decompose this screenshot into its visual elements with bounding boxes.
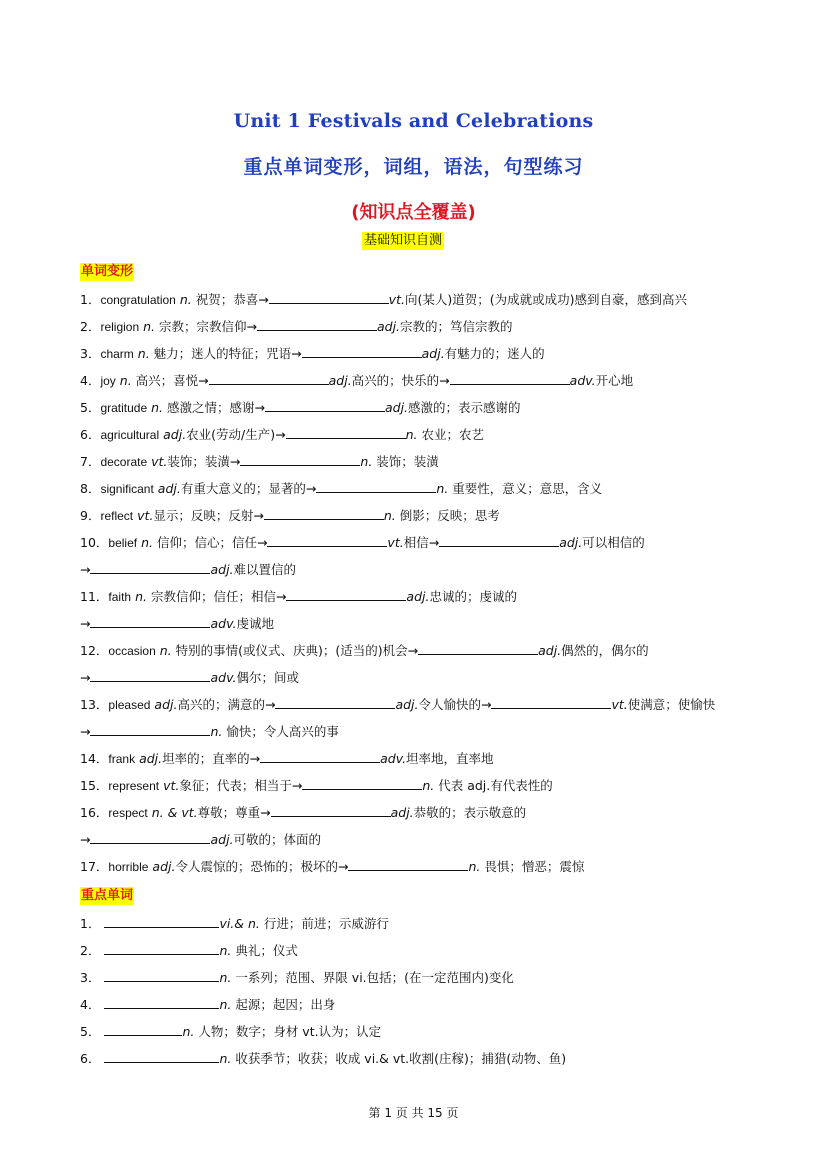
item-number: 15． [80, 778, 109, 793]
key-word-item [80, 942, 298, 960]
headword: faith [108, 590, 132, 604]
part-of-speech: adj. [421, 346, 445, 361]
definition: 可敬的；体面的 [233, 832, 322, 847]
part-of-speech: adj. [150, 697, 178, 712]
headword: respect [108, 806, 148, 820]
word-form-item [80, 777, 553, 795]
key-word-item [80, 1050, 566, 1068]
part-of-speech: adj. [384, 400, 409, 415]
part-of-speech: vt. [147, 454, 168, 469]
definition: 令人愉快的→ [418, 697, 492, 712]
answer-blank[interactable] [104, 996, 219, 1009]
definition: 虔诚地 [236, 616, 274, 631]
word-form-item [80, 507, 500, 525]
headword: charm [100, 347, 134, 361]
part-of-speech: n. [468, 859, 481, 874]
definition: 坦率的；直率的→ [162, 751, 261, 766]
part-of-speech: n. [115, 373, 132, 388]
headword: gratitude [100, 401, 148, 415]
part-of-speech: adj. [559, 535, 583, 550]
definition: 装饰；装潢→ [167, 454, 241, 469]
definition: 有魅力的；迷人的 [444, 346, 545, 361]
item-number: 1． [80, 916, 105, 931]
answer-blank[interactable] [450, 372, 570, 385]
part-of-speech: n. [360, 454, 373, 469]
part-of-speech: adj. [406, 589, 430, 604]
part-of-speech: adj. [135, 751, 163, 766]
answer-blank[interactable] [491, 696, 611, 709]
definition: 象征；代表；相当于→ [179, 778, 303, 793]
word-form-item [80, 345, 545, 363]
part-of-speech: n. [175, 292, 192, 307]
definition: 相信→ [403, 535, 440, 550]
answer-blank[interactable] [418, 642, 538, 655]
item-number: 3． [80, 346, 101, 361]
item-number: 1． [80, 292, 101, 307]
part-of-speech: n. [155, 643, 172, 658]
key-word-item [80, 969, 514, 987]
answer-blank[interactable] [302, 777, 422, 790]
headword: frank [108, 752, 136, 766]
part-of-speech: adv. [380, 751, 407, 766]
part-of-speech: adj. [395, 697, 419, 712]
answer-blank[interactable] [260, 750, 380, 763]
headword: horrible [108, 860, 149, 874]
definition: 高兴的；满意的→ [177, 697, 276, 712]
headword: occasion [108, 644, 156, 658]
definition: 重要性，意义；意思，含义 [448, 481, 603, 496]
word-form-item [80, 831, 321, 849]
definition: 可以相信的 [582, 535, 645, 550]
answer-blank[interactable] [104, 969, 219, 982]
part-of-speech: adj. [148, 859, 176, 874]
definition: 特别的事情(或仪式、庆典)；(适当的)机会→ [171, 643, 419, 658]
item-number: 11． [80, 589, 109, 604]
part-of-speech: vt. [133, 508, 154, 523]
definition: 一系列；范围、界限 vi.包括；(在一定范围内)变化 [231, 970, 514, 985]
definition: 高兴；喜悦→ [131, 373, 209, 388]
word-form-item [80, 696, 715, 714]
word-form-item [80, 426, 484, 444]
headword: religion [100, 320, 140, 334]
definition: 使满意；使愉快 [627, 697, 716, 712]
answer-blank[interactable] [271, 804, 391, 817]
definition: 农业(劳动/生产)→ [186, 427, 286, 442]
item-number: 2． [80, 943, 105, 958]
definition: 祝贺；恭喜→ [191, 292, 269, 307]
definition: 忠诚的；虔诚的 [429, 589, 517, 604]
section-badge: 基础知识自测 [364, 233, 443, 248]
section-heading-word-forms: 单词变形 [81, 264, 134, 279]
item-number: 6． [80, 1051, 105, 1066]
definition: 令人震惊的；恐怖的；极坏的→ [175, 859, 349, 874]
part-of-speech: vi.& n. [219, 916, 260, 931]
part-of-speech: n. [405, 427, 418, 442]
definition: 尊敬；尊重→ [197, 805, 271, 820]
part-of-speech: vt. [387, 535, 404, 550]
item-number: 2． [80, 319, 101, 334]
headword: belief [108, 536, 138, 550]
definition: 感激之情；感谢→ [163, 400, 265, 415]
item-number: 17． [80, 859, 109, 874]
definition: 有重大意义的；显著的→ [180, 481, 317, 496]
answer-blank[interactable] [275, 696, 395, 709]
part-of-speech: n. [436, 481, 449, 496]
word-form-item [80, 318, 513, 336]
answer-blank[interactable] [104, 1050, 219, 1063]
word-form-item [80, 588, 517, 606]
definition: 偶尔；间或 [236, 670, 299, 685]
answer-blank[interactable] [439, 534, 559, 547]
item-number: 6． [80, 427, 101, 442]
answer-blank[interactable] [267, 534, 387, 547]
answer-blank[interactable] [286, 426, 406, 439]
part-of-speech: adj. [328, 373, 352, 388]
part-of-speech: adv. [210, 616, 237, 631]
answer-blank[interactable] [264, 507, 384, 520]
headword: congratulation [100, 293, 176, 307]
key-word-item [80, 1023, 381, 1041]
answer-blank[interactable] [90, 669, 210, 682]
answer-blank[interactable] [209, 372, 329, 385]
part-of-speech: adj. [159, 427, 187, 442]
item-number: 14． [80, 751, 109, 766]
definition: 宗教；宗教信仰→ [155, 319, 257, 334]
part-of-speech: vt. [388, 292, 405, 307]
answer-blank[interactable] [240, 453, 360, 466]
key-word-item [80, 915, 389, 933]
part-of-speech: n. [422, 778, 435, 793]
page-footer: 第 1 页 共 15 页 [368, 1106, 459, 1120]
part-of-speech: n. [383, 508, 396, 523]
answer-blank[interactable] [104, 915, 219, 928]
part-of-speech: vt. [159, 778, 180, 793]
answer-blank[interactable] [104, 942, 219, 955]
item-number: 4． [80, 997, 105, 1012]
definition: 高兴的；快乐的→ [351, 373, 450, 388]
word-form-item [80, 615, 274, 633]
word-form-item [80, 669, 299, 687]
headword: agricultural [100, 428, 160, 442]
definition: 愉快；令人高兴的事 [222, 724, 339, 739]
part-of-speech: adj. [153, 481, 181, 496]
answer-blank[interactable] [104, 1023, 182, 1036]
definition: 行进；前进；示威游行 [259, 916, 389, 931]
part-of-speech: n. & vt. [147, 805, 198, 820]
definition: 偶然的，偶尔的 [561, 643, 649, 658]
definition: → [80, 616, 91, 631]
part-of-speech: adj. [210, 832, 234, 847]
word-form-item [80, 372, 633, 390]
word-form-item [80, 561, 296, 579]
headword: represent [108, 779, 160, 793]
answer-blank[interactable] [90, 561, 210, 574]
answer-blank[interactable] [348, 858, 468, 871]
part-of-speech: adj. [210, 562, 234, 577]
definition: 装饰；装潢 [372, 454, 439, 469]
definition: 代表 adj.有代表性的 [434, 778, 553, 793]
part-of-speech: n. [219, 943, 232, 958]
part-of-speech: adj. [390, 805, 414, 820]
item-number: 10． [80, 535, 109, 550]
word-form-item [80, 291, 687, 309]
definition: 典礼；仪式 [231, 943, 298, 958]
item-number: 5． [80, 1024, 105, 1039]
part-of-speech: n. [182, 1024, 195, 1039]
word-form-item [80, 642, 649, 660]
part-of-speech: adv. [569, 373, 596, 388]
item-number: 16． [80, 805, 109, 820]
part-of-speech: vt. [611, 697, 628, 712]
answer-blank[interactable] [90, 615, 210, 628]
part-of-speech: n. [133, 346, 150, 361]
word-form-item [80, 723, 339, 741]
answer-blank[interactable] [265, 399, 385, 412]
definition: → [80, 832, 91, 847]
headword: joy [100, 374, 116, 388]
word-form-item [80, 858, 584, 876]
item-number: 3． [80, 970, 105, 985]
definition: 信仰；信心；信任→ [152, 535, 268, 550]
item-number: 9． [80, 508, 101, 523]
part-of-speech: n. [219, 1051, 232, 1066]
part-of-speech: n. [219, 997, 232, 1012]
definition: 畏惧；憎恶；震惊 [480, 859, 585, 874]
word-form-item [80, 750, 494, 768]
item-number: 7． [80, 454, 101, 469]
word-form-item [80, 399, 521, 417]
part-of-speech: n. [219, 970, 232, 985]
section-heading-key-words: 重点单词 [81, 888, 134, 903]
headword: reflect [100, 509, 134, 523]
definition: 魅力；迷人的特征；咒语→ [149, 346, 302, 361]
coverage-note: (知识点全覆盖) [351, 202, 476, 223]
definition: 显示；反映；反射→ [153, 508, 264, 523]
headword: pleased [108, 698, 151, 712]
word-form-item [80, 804, 526, 822]
definition: 开心地 [595, 373, 634, 388]
definition: 向(某人)道贺；(为成就或成功)感到自豪，感到高兴 [404, 292, 687, 307]
headword: significant [100, 482, 154, 496]
part-of-speech: n. [210, 724, 223, 739]
unit-title: Unit 1 Festivals and Celebrations [233, 110, 594, 132]
item-number: 8． [80, 481, 101, 496]
word-form-item [80, 453, 439, 471]
item-number: 12． [80, 643, 109, 658]
word-form-item [80, 480, 602, 498]
definition: 收获季节；收获；收成 vi.& vt.收割(庄稼)；捕猎(动物、鱼) [231, 1051, 567, 1066]
word-form-item [80, 534, 645, 552]
definition: 宗教信仰；信任；相信→ [146, 589, 287, 604]
definition: 倒影；反映；思考 [395, 508, 500, 523]
part-of-speech: n. [137, 535, 153, 550]
answer-blank[interactable] [90, 831, 210, 844]
definition: → [80, 562, 91, 577]
answer-blank[interactable] [90, 723, 210, 736]
definition: 农业；农艺 [417, 427, 485, 442]
answer-blank[interactable] [302, 345, 422, 358]
definition: 人物；数字；身材 vt.认为；认定 [194, 1024, 382, 1039]
item-number: 5． [80, 400, 101, 415]
part-of-speech: adj. [376, 319, 401, 334]
part-of-speech: n. [131, 589, 147, 604]
key-word-item [80, 996, 335, 1014]
part-of-speech: n. [139, 319, 156, 334]
answer-blank[interactable] [269, 291, 389, 304]
definition: 坦率地，直率地 [406, 751, 494, 766]
page-subtitle: 重点单词变形，词组，语法，句型练习 [243, 156, 584, 178]
answer-blank[interactable] [286, 588, 406, 601]
item-number: 4． [80, 373, 101, 388]
definition: 起源；起因；出身 [231, 997, 336, 1012]
part-of-speech: n. [147, 400, 164, 415]
part-of-speech: adj. [538, 643, 562, 658]
definition: 恭敬的；表示敬意的 [413, 805, 527, 820]
definition: 感激的；表示感谢的 [408, 400, 521, 415]
item-number: 13． [80, 697, 109, 712]
answer-blank[interactable] [316, 480, 436, 493]
definition: 难以置信的 [233, 562, 297, 577]
headword: decorate [100, 455, 148, 469]
answer-blank[interactable] [257, 318, 377, 331]
definition: → [80, 670, 91, 685]
part-of-speech: adv. [210, 670, 237, 685]
definition: 宗教的；笃信宗教的 [400, 319, 513, 334]
definition: → [80, 724, 91, 739]
